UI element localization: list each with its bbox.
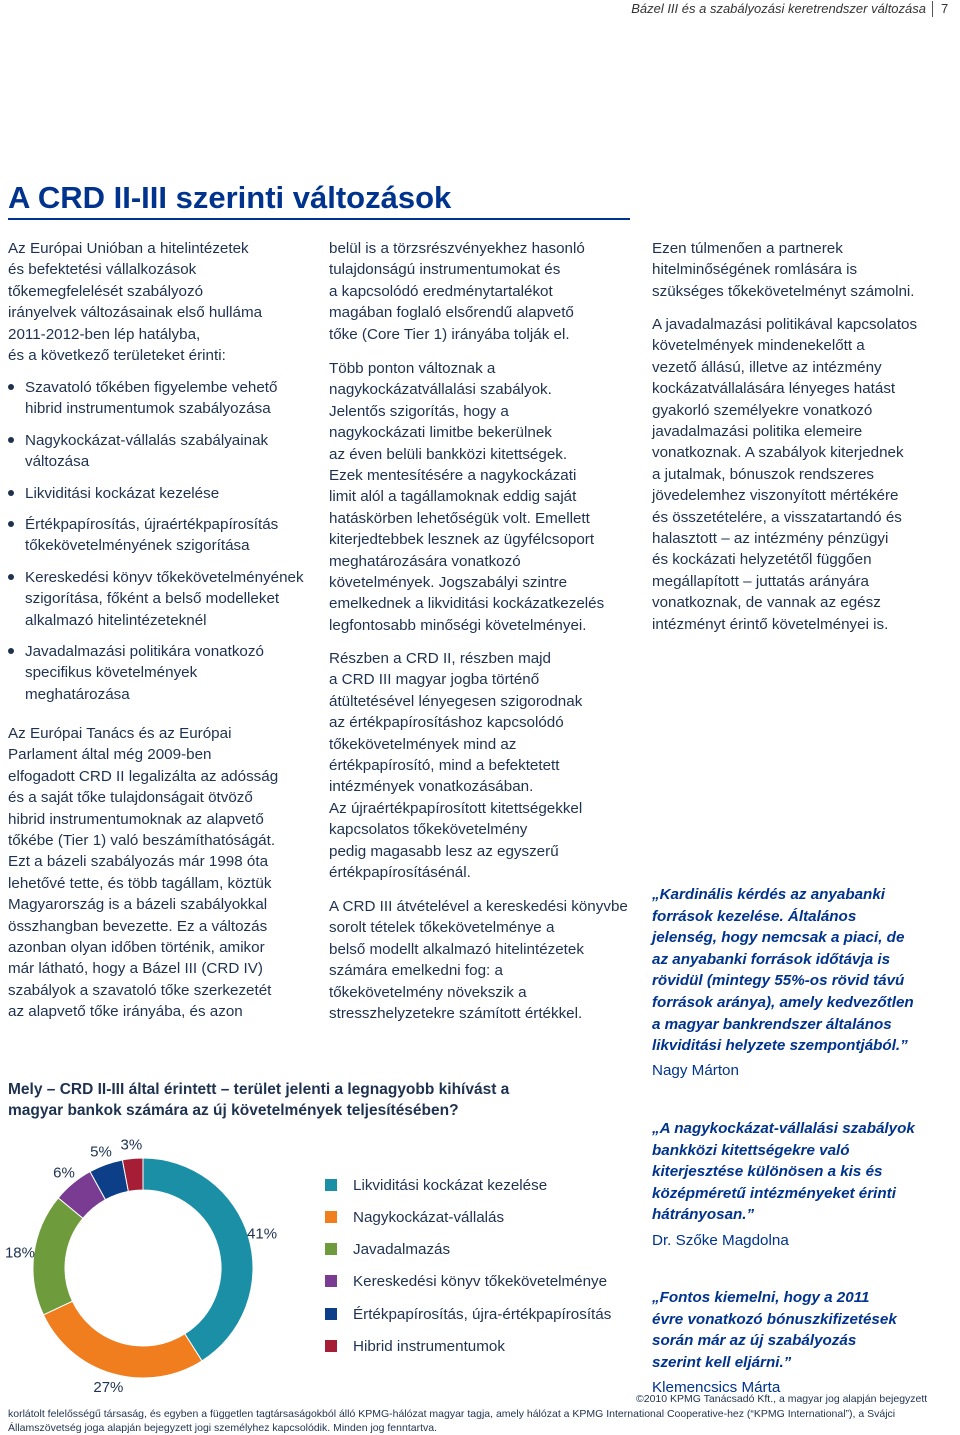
quote-author: Nagy Márton [652, 1062, 739, 1079]
legend-item [325, 1335, 505, 1357]
legend-swatch [325, 1340, 337, 1352]
legend-item [325, 1303, 611, 1325]
legend-item [325, 1206, 504, 1228]
legend-label: Hibrid instrumentumok [353, 1337, 505, 1355]
running-header: Bázel III és a szabályozási keretrendszer változása [631, 1, 926, 16]
list-item: Javadalmazási politikára vonatkozó specifikus követelmények meghatározása [8, 641, 318, 705]
donut-data-label: 5% [90, 1143, 112, 1161]
quote-author: Dr. Szőke Magdolna [652, 1232, 789, 1249]
col2-paragraph-4: A CRD III átvételével a kereskedési könyvbe sorolt tételek tőkekövetelménye a belső modellt alkalmazó hitelintézetek számára emelkedni fog: a tőkekövetelmény növekszik a stresszhelyzetekre számított értékkel. [329, 898, 628, 1023]
legend-swatch [325, 1308, 337, 1320]
legend-item [325, 1238, 450, 1260]
col1-intro: Az Európai Unióban a hitelintézetek és befektetési vállalkozások tőkemegfelelését szabályozó irányelvek változásainak első hulláma 2011-2012-ben lép hatályba, és a következő területeket érinti: [8, 240, 263, 365]
donut-data-label: 18% [4, 1244, 35, 1262]
legend-swatch [325, 1179, 337, 1191]
pull-quote: „Kardinális kérdés az anyabanki források kezelése. Általános jelenség, hogy nemcsak a piaci, de az anyabanki források időtávja is rövidül (mintegy 55%-os rövid távú források aránya), amely kedvezőtlen a magyar bankrendszer általános likviditási helyzete szempontjából.” [652, 886, 914, 1055]
donut-data-label: 6% [53, 1164, 75, 1182]
legend-swatch [325, 1211, 337, 1223]
page-number: 7 [941, 1, 949, 16]
col3-paragraph-1: Ezen túlmenően a partnerek hitelminőségének romlására is szükséges tőkekövetelményt számolni. [652, 240, 915, 300]
list-item: Nagykockázat-vállalás szabályainak változása [8, 430, 318, 473]
legend-swatch [325, 1275, 337, 1287]
legend-item [325, 1270, 607, 1292]
donut-data-label: 27% [93, 1379, 124, 1397]
col1-paragraph: Az Európai Tanács és az Európai Parlament által még 2009-ben elfogadott CRD II legalizálta az adósság és a saját tőke tulajdonságait ötvöző hibrid instrumentumoknak az alapvető tőkébe (Tier 1) való beszámíthatóságát. Ezt a bázeli szabályozás már 1998 óta lehetővé tette, és több tagállam, köztük Magyarország is a bázeli szabályokkal összhangban bevezette. Ez a változás azonban olyan időben történik, amikor már látható, hogy a Bázel III (CRD IV) szabályok a szavatoló tőke szerkezetét az alapvető tőke irányába, és azon [8, 725, 279, 1021]
col2-paragraph-2: Több ponton változnak a nagykockázatvállalási szabályok. Jelentős szigorítás, hogy a nagykockázati limitbe bekerülnek az éven belüli bankközi kitettségek. Ezek mentesítésére a nagykockázati limit alól a tagállamoknak eddig saját hatáskörben lehetőségük volt. Emellett kiterjedtebbek lesznek az ügyfélcsoport meghatározására vonatkozó követelmények. Jogszabályi szintre emelkednek a likviditási kockázatkezelés legfontosabb minőségi követelményei. [329, 360, 605, 634]
legend-label: Likviditási kockázat kezelése [353, 1176, 548, 1194]
col2-paragraph-3: Részben a CRD II, részben majd a CRD III magyar jogba történő átültetésével lényegesen szigorodnak az értékpapírosításhoz kapcsolódó tőkekövetelmények mind az értékpapírosító, mind a befektetett intézmények vonatkozásában. Az újraértékpapírosított kitettségekkel kapcsolatos tőkekövetelmény pedig magasabb lesz az egyszerű értékpapírosításénál. [329, 650, 583, 882]
change-areas-list [8, 377, 318, 715]
page-title: A CRD II-III szerinti változások [8, 180, 452, 215]
legend-label: Értékpapírosítás, újra-értékpapírosítás [353, 1305, 612, 1323]
pull-quote: „A nagykockázat-vállalási szabályok bankközi kitettségekre való kiterjesztése különösen a kis és középméretű intézményeket érinti hátrányosan.” [652, 1120, 915, 1224]
donut-slice [143, 1158, 253, 1361]
donut-slice [43, 1301, 201, 1378]
legend-label: Javadalmazás [353, 1240, 451, 1258]
list-item: Likviditási kockázat kezelése [8, 483, 318, 504]
col2-paragraph-1: belül is a törzsrészvényekhez hasonló tulajdonságú instrumentumokat és a kapcsolódó eredménytartalékot magában foglaló elsőrendű alapvető tőke (Core Tier 1) irányába tolják el. [329, 240, 585, 343]
legend-label: Nagykockázat-vállalás [353, 1208, 505, 1226]
list-item: Szavatoló tőkében figyelembe vehető hibrid instrumentumok szabályozása [8, 377, 318, 420]
footer-legal-text: korlátolt felelősségű társaság, és egyben a független tagtársaságokból álló KPMG-hálózat magyar tagja, amely hálózat a KPMG International Cooperative-hez (“KPMG International”), a Svájci Államszövetség joga alapján bejegyzett jogi személyhez kapcsolódik. Minden jog fenntartva. [8, 1408, 896, 1434]
header-divider [932, 1, 933, 17]
chart-question: Mely – CRD II-III által érintett – terület jelenti a legnagyobb kihívást a magyar bankok számára az új követelmények teljesítésében? [8, 1081, 510, 1119]
list-item: Értékpapírosítás, újraértékpapírosítás tőkekövetelményének szigorítása [8, 514, 318, 557]
donut-slice [33, 1198, 83, 1315]
legend-swatch [325, 1243, 337, 1255]
copyright-text: ©2010 KPMG Tanácsadó Kft., a magyar jog alapján bejegyzett [636, 1393, 928, 1405]
donut-data-label: 41% [247, 1225, 278, 1243]
list-item: Kereskedési könyv tőkekövetelményének szigorítása, főként a belső modelleket alkalmazó hitelintézeteknél [8, 567, 318, 631]
legend-item [325, 1174, 547, 1196]
donut-data-label: 3% [120, 1136, 143, 1154]
donut-chart [4, 1136, 338, 1397]
col3-paragraph-2: A javadalmazási politikával kapcsolatos követelmények mindenekelőtt a vezető állású, illetve az intézmény kockázatvállalására lényeges hatást gyakorló személyekre vonatkozó javadalmazási politika elemeire vonatkoznak. A szabályok kiterjednek a jutalmak, bónuszok rendszeres jövedelemhez viszonyított mértékére és összetételére, a visszatartandó és halasztott – az intézmény pénzügyi és kockázati helyzetétől függően megállapított – juttatás arányára vonatkoznak, de vannak az egész intézményt érintő követelményei is. [652, 316, 918, 633]
title-rule [8, 218, 630, 220]
quote-author: Klemencsics Márta [652, 1379, 781, 1396]
pull-quote: „Fontos kiemelni, hogy a 2011 évre vonatkozó bónuszkifizetések során már az új szabályozás szerint kell eljárni.” [652, 1289, 897, 1371]
legend-label: Kereskedési könyv tőkekövetelménye [353, 1272, 608, 1290]
